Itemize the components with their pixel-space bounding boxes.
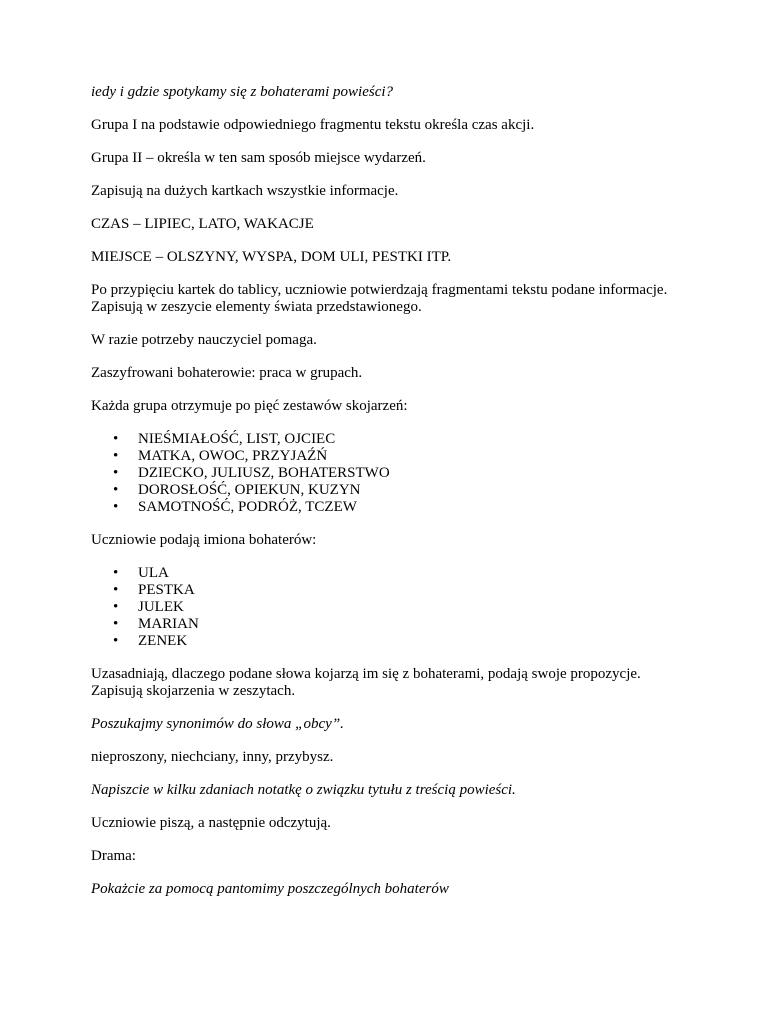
list-item-text: PESTKA bbox=[138, 582, 195, 598]
bullet-icon: • bbox=[113, 616, 119, 632]
list-item-text: DOROSŁOŚĆ, OPIEKUN, KUZYN bbox=[138, 482, 361, 498]
document-page bbox=[91, 84, 691, 914]
top-paragraphs bbox=[91, 84, 691, 415]
list-item-text: MATKA, OWOC, PRZYJAŹŃ bbox=[138, 448, 328, 464]
paragraph: nieproszony, niechciany, inny, przybysz. bbox=[91, 749, 334, 765]
list-item bbox=[91, 499, 691, 516]
list-item bbox=[91, 431, 691, 448]
list-item-text: MARIAN bbox=[138, 616, 199, 632]
paragraph: MIEJSCE – OLSZYNY, WYSPA, DOM ULI, PESTKI ITP. bbox=[91, 249, 452, 265]
paragraph: Grupa I na podstawie odpowiedniego fragmentu tekstu określa czas akcji. bbox=[91, 117, 535, 133]
paragraph: Grupa II – określa w ten sam sposób miejsce wydarzeń. bbox=[91, 150, 426, 166]
list-item-text: DZIECKO, JULIUSZ, BOHATERSTWO bbox=[138, 465, 390, 481]
bullet-icon: • bbox=[113, 482, 119, 498]
list-item-text: ULA bbox=[138, 565, 169, 581]
list-item bbox=[91, 633, 691, 650]
paragraph: Uzasadniają, dlaczego podane słowa kojarzą im się z bohaterami, podają swoje propozycje. Zapisują skojarzenia w zeszytach. bbox=[91, 666, 641, 699]
list-item bbox=[91, 565, 691, 582]
list-item-text: ZENEK bbox=[138, 633, 188, 649]
paragraph: Zaszyfrowani bohaterowie: praca w grupach. bbox=[91, 365, 363, 381]
list-item bbox=[91, 616, 691, 633]
names-intro: Uczniowie podają imiona bohaterów: bbox=[91, 532, 317, 548]
list-item bbox=[91, 482, 691, 499]
bullet-icon: • bbox=[113, 633, 119, 649]
hero-names-list bbox=[91, 565, 691, 650]
list-item bbox=[91, 582, 691, 599]
list-item-text: SAMOTNOŚĆ, PODRÓŻ, TCZEW bbox=[138, 499, 357, 515]
bullet-icon: • bbox=[113, 431, 119, 447]
paragraph: Każda grupa otrzymuje po pięć zestawów skojarzeń: bbox=[91, 398, 408, 414]
list-item bbox=[91, 465, 691, 482]
list-item-text: JULEK bbox=[138, 599, 184, 615]
bullet-icon: • bbox=[113, 448, 119, 464]
paragraph: Drama: bbox=[91, 848, 136, 864]
bullet-icon: • bbox=[113, 599, 119, 615]
paragraph: CZAS – LIPIEC, LATO, WAKACJE bbox=[91, 216, 314, 232]
paragraph: Uczniowie piszą, a następnie odczytują. bbox=[91, 815, 331, 831]
bullet-icon: • bbox=[113, 465, 119, 481]
bullet-icon: • bbox=[113, 565, 119, 581]
list-item bbox=[91, 448, 691, 465]
bottom-paragraphs bbox=[91, 666, 691, 898]
bullet-icon: • bbox=[113, 499, 119, 515]
paragraph: iedy i gdzie spotykamy się z bohaterami powieści? bbox=[91, 84, 394, 100]
paragraph: Zapisują na dużych kartkach wszystkie informacje. bbox=[91, 183, 399, 199]
paragraph: Napiszcie w kilku zdaniach notatkę o związku tytułu z treścią powieści. bbox=[91, 782, 516, 798]
paragraph: Poszukajmy synonimów do słowa „obcy”. bbox=[91, 716, 344, 732]
list-item-text: NIEŚMIAŁOŚĆ, LIST, OJCIEC bbox=[138, 431, 336, 447]
associations-list bbox=[91, 431, 691, 516]
paragraph: W razie potrzeby nauczyciel pomaga. bbox=[91, 332, 317, 348]
list-item bbox=[91, 599, 691, 616]
bullet-icon: • bbox=[113, 582, 119, 598]
paragraph: Po przypięciu kartek do tablicy, uczniowie potwierdzają fragmentami tekstu podane informacje. Zapisują w zeszycie elementy świata przedstawionego. bbox=[91, 282, 668, 315]
paragraph: Pokażcie za pomocą pantomimy poszczególnych bohaterów bbox=[91, 881, 449, 897]
